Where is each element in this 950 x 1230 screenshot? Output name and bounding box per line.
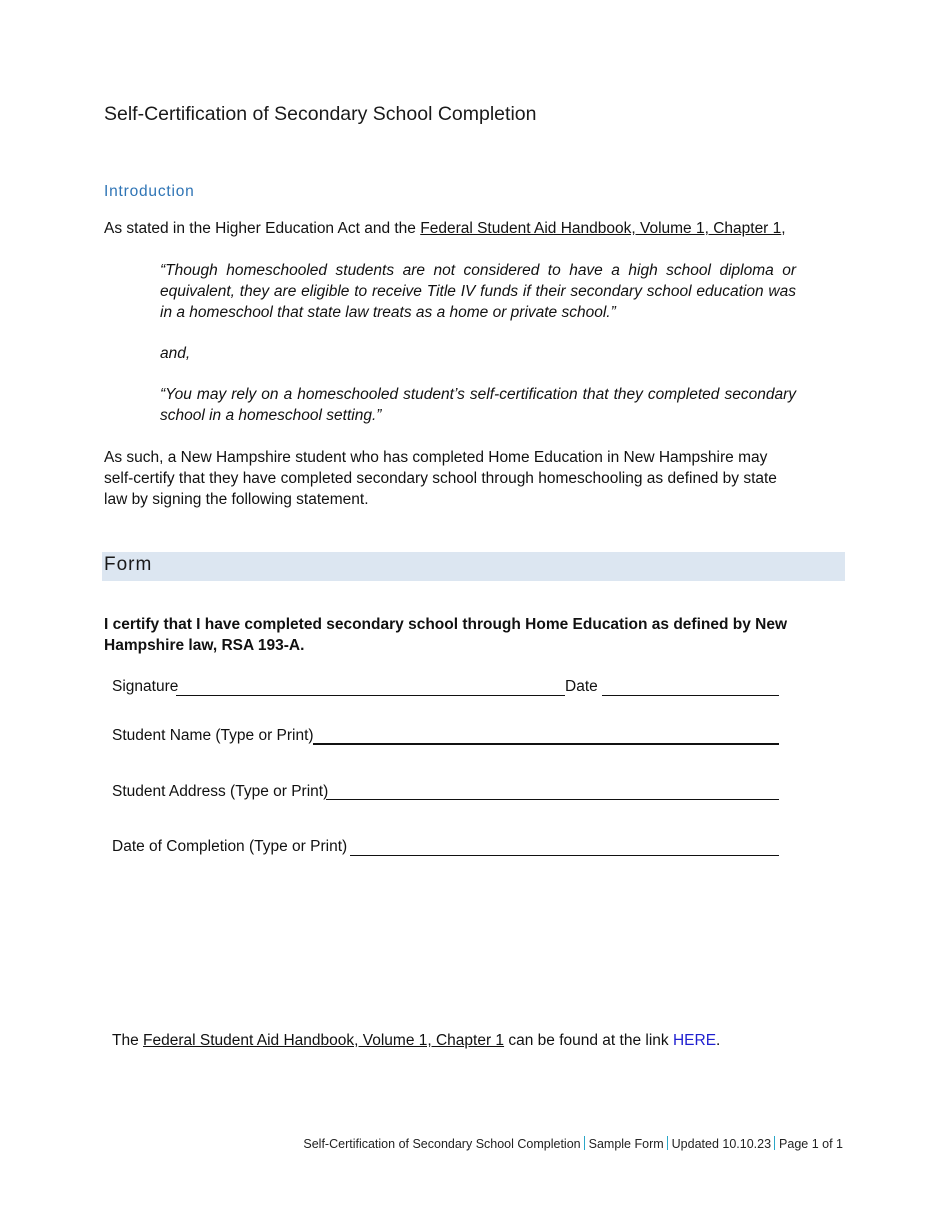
- footer-page-number: Page 1 of 1: [779, 1137, 843, 1151]
- student-address-label: Student Address (Type or Print): [112, 783, 329, 800]
- footer-separator: [667, 1136, 668, 1150]
- note-handbook-link[interactable]: Federal Student Aid Handbook, Volume 1, Chapter 1: [143, 1032, 505, 1049]
- date-field[interactable]: [602, 695, 779, 696]
- as-such-paragraph: As such, a New Hampshire student who has completed Home Education in New Hampshire may self-certify that they have completed secondary school through homeschooling as defined by state law by signing the following statement.: [104, 449, 777, 508]
- handbook-link[interactable]: Federal Student Aid Handbook, Volume 1, Chapter 1: [420, 220, 782, 237]
- lead-text: As stated in the Higher Education Act and the: [104, 220, 421, 237]
- footer-separator: [584, 1136, 585, 1150]
- footer-doc-title: Self-Certification of Secondary School Completion: [303, 1137, 581, 1151]
- quote-homeschool-eligibility: “Though homeschooled students are not considered to have a high school diploma or equivalent, they are eligible to receive Title IV funds if their secondary school education was in a homeschool that state law treats as a home or private school.”: [160, 262, 796, 321]
- completion-date-label: Date of Completion (Type or Print): [112, 838, 348, 855]
- page-title: Self-Certification of Secondary School Completion: [104, 103, 537, 125]
- quote-self-certification: “You may rely on a homeschooled student’s self-certification that they completed secondary school in a homeschool setting.”: [160, 386, 796, 424]
- signature-label: Signature: [112, 678, 179, 695]
- here-link[interactable]: HERE: [672, 1032, 717, 1049]
- form-heading: Form: [104, 554, 153, 575]
- footer-separator: [774, 1136, 775, 1150]
- introduction-heading: Introduction: [104, 183, 195, 200]
- student-address-field[interactable]: [326, 799, 779, 800]
- form-section-band: [102, 552, 845, 581]
- student-name-field[interactable]: [313, 743, 779, 745]
- certify-statement: I certify that I have completed secondary school through Home Education as defined by New Hampshire law, RSA 193-A.: [104, 616, 787, 654]
- note-end: .: [716, 1032, 721, 1049]
- lead-end: ,: [781, 220, 786, 237]
- footer-form-type: Sample Form: [588, 1137, 664, 1151]
- signature-field[interactable]: [176, 695, 565, 696]
- student-name-label: Student Name (Type or Print): [112, 727, 314, 744]
- note-middle: can be found at the link: [504, 1032, 673, 1049]
- quote-and: and,: [160, 345, 191, 362]
- footer-updated: Updated 10.10.23: [671, 1137, 772, 1151]
- completion-date-field[interactable]: [350, 855, 779, 856]
- note-prefix: The: [112, 1032, 144, 1049]
- page-footer: [303, 1136, 843, 1151]
- handbook-note: [112, 1030, 720, 1051]
- introduction-lead: [104, 218, 804, 239]
- date-label: Date: [565, 678, 598, 695]
